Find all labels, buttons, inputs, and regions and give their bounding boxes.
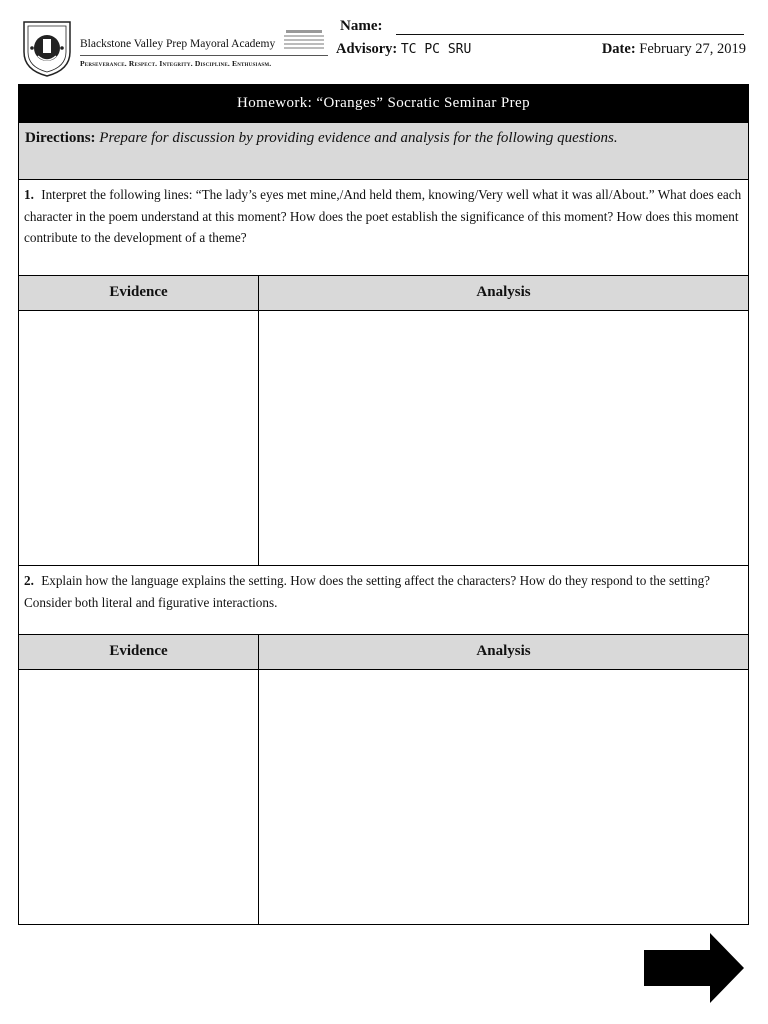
question-2 xyxy=(19,566,748,635)
question-1-response-row xyxy=(19,311,748,566)
question-1 xyxy=(19,180,748,276)
evidence-header: Evidence xyxy=(19,276,259,310)
question-1-table-header xyxy=(19,276,748,311)
directions-label: Directions: xyxy=(25,130,96,146)
name-label: Name: xyxy=(340,18,383,34)
advisory-value: TC PC SRU xyxy=(400,42,472,57)
analysis-response-cell[interactable] xyxy=(259,670,748,924)
school-seal-icon xyxy=(18,18,76,78)
question-text: Explain how the language explains the setting. How does the setting affect the characters? How do they respond to the setting? Consider both literal and figurative interactions. xyxy=(24,573,711,610)
worksheet xyxy=(18,84,749,925)
advisory-label: Advisory: xyxy=(336,41,398,57)
question-text: Interpret the following lines: “The lady’s eyes met mine,/And held them, knowing/Very well what it was all/About.” What does each character in the poem understand at this moment? How does the poet establish the significance of this moment? How does this moment contribute to the development of a theme? xyxy=(24,187,742,245)
school-motto: Perseverance. Respect. Integrity. Discipline. Enthusiasm. xyxy=(80,59,272,68)
worksheet-title: Homework: “Oranges” Socratic Seminar Prep xyxy=(19,85,748,123)
date-value: February 27, 2019 xyxy=(639,41,746,57)
page-header xyxy=(18,14,750,84)
question-2-table-header xyxy=(19,635,748,670)
evidence-response-cell[interactable] xyxy=(19,311,259,565)
analysis-response-cell[interactable] xyxy=(259,311,748,565)
name-field-line[interactable] xyxy=(396,34,744,35)
evidence-header: Evidence xyxy=(19,635,259,669)
question-2-response-row xyxy=(19,670,748,924)
advisory-row xyxy=(336,41,471,58)
header-divider xyxy=(80,55,328,56)
directions-text: Prepare for discussion by providing evidence and analysis for the following questions. xyxy=(99,130,618,146)
analysis-header: Analysis xyxy=(476,643,531,659)
directions xyxy=(19,123,748,180)
school-name: Blackstone Valley Prep Mayoral Academy xyxy=(80,38,276,50)
question-number: 2. xyxy=(24,573,34,588)
right-arrow-icon xyxy=(644,933,744,1003)
question-number: 1. xyxy=(24,187,34,202)
evidence-response-cell[interactable] xyxy=(19,670,259,924)
date-label: Date: xyxy=(601,41,636,57)
analysis-header: Analysis xyxy=(476,284,531,300)
school-contact-block xyxy=(282,28,326,62)
date-row xyxy=(602,41,746,58)
